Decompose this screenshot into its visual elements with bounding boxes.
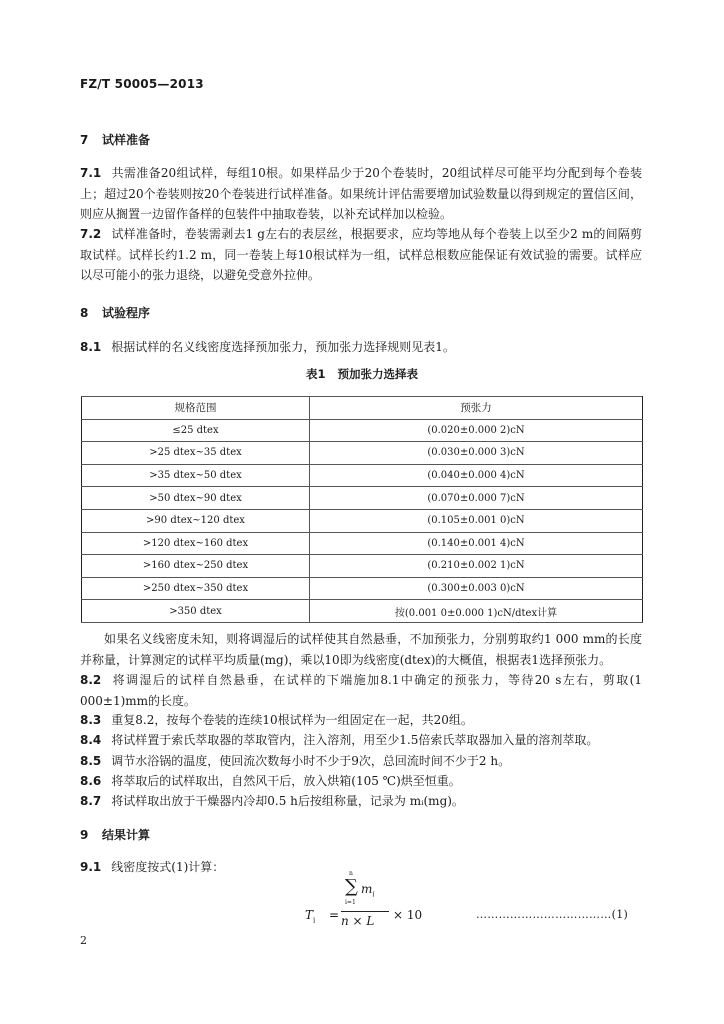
clause-text: 重复8.2，按每个卷装的连续10根试样为一组固定在一起，共20组。 [111,713,473,727]
spec-range-cell: >120 dtex~160 dtex [82,532,310,555]
clause-text: 将调湿后的试样自然悬垂，在试样的下端施加8.1中确定的预张力，等待20 s左右，剪取(1 000±1)mm的长度。 [80,673,642,708]
paragraph-8-3 [80,710,642,731]
sum-lower-limit: i=1 [345,899,356,906]
table-row [82,464,643,487]
paragraph-8-1 [80,337,642,358]
paragraph-8-6 [80,771,642,792]
pretension-table [81,396,643,623]
clause-text: 将试样取出放于干燥器内冷却0.5 h后按组称量，记录为 mᵢ(mg)。 [111,794,464,808]
paragraph-7-1 [80,163,642,225]
clause-text: 线密度按式(1)计算： [111,860,225,874]
section-heading-8 [80,304,150,321]
clause-text: 调节水浴锅的温度，使回流次数每小时不少于9次，总回流时间不少于2 h。 [111,754,511,768]
section-title: 试样准备 [102,133,151,147]
header-spec-range: 规格范围 [82,397,310,420]
clause-text: 试样准备时，卷装需剥去1 g左右的表层丝，根据要求，应均等地从每个卷装上以至少2 m的间隔剪取试样。试样长约1.2 m，同一卷装上每10根试样为一组，试样总根数应能保证有效试验的需要。试样应以尽可能小的张力退绕，以避免受意外拉伸。 [80,227,642,282]
pretension-cell: (0.020±0.000 2)cN [310,419,643,442]
section-number: 9 [80,828,89,842]
paragraph-8-2 [80,670,642,711]
paragraph-8-7 [80,791,642,812]
table-caption: 预加张力选择表 [337,367,418,381]
clause-number: 8.4 [80,733,102,747]
spec-range-cell: ≤25 dtex [82,419,310,442]
clause-number: 8.5 [80,754,102,768]
linear-density-formula [305,872,425,932]
pretension-cell: 按(0.001 0±0.000 1)cN/dtex计算 [310,600,643,623]
equation-number: ………………………………(1) [476,908,629,921]
standard-code: FZ/T 50005—2013 [80,77,204,91]
table-row [82,600,643,623]
paragraph-7-2 [80,224,642,286]
clause-number: 8.2 [80,673,102,687]
pretension-cell: (0.040±0.000 4)cN [310,464,643,487]
pretension-cell: (0.140±0.001 4)cN [310,532,643,555]
section-title: 试验程序 [102,306,151,320]
section-number: 8 [80,306,89,320]
pretension-cell: (0.070±0.000 7)cN [310,487,643,510]
pretension-cell: (0.210±0.002 1)cN [310,555,643,578]
lhs-subscript: i [313,916,316,925]
clause-number: 7.2 [80,227,102,241]
clause-number: 8.3 [80,713,102,727]
spec-range-cell: >350 dtex [82,600,310,623]
pretension-cell: (0.300±0.003 0)cN [310,577,643,600]
spec-range-cell: >35 dtex~50 dtex [82,464,310,487]
table-title [0,366,724,382]
sum-upper-limit: n [349,870,353,877]
formula-lhs [305,908,315,924]
formula-multiplier: × 10 [393,908,423,922]
header-pretension: 预张力 [310,397,643,420]
pretension-cell: (0.105±0.001 0)cN [310,509,643,532]
sigma-icon: ∑ [345,876,358,897]
paragraph-8-5 [80,751,642,772]
clause-number: 9.1 [80,860,102,874]
section-heading-9 [80,826,150,843]
formula-equals: = [329,908,340,922]
clause-text: 将试样置于索氏萃取器的萃取管内，注入溶剂，用至少1.5倍索氏萃取器加入量的溶剂萃取。 [111,733,599,747]
numerator-var: m [361,882,373,896]
table-row [82,442,643,465]
clause-text: 将萃取后的试样取出，自然风干后，放入烘箱(105 ℃)烘至恒重。 [111,774,461,788]
section-title: 结果计算 [102,828,151,842]
clause-text: 根据试样的名义线密度选择预加张力，预加张力选择规则见表1。 [111,340,455,354]
pretension-cell: (0.030±0.000 3)cN [310,442,643,465]
table-row [82,419,643,442]
fraction-bar [341,911,389,912]
spec-range-cell: >25 dtex~35 dtex [82,442,310,465]
numerator-subscript: i [372,890,375,899]
spec-range-cell: >250 dtex~350 dtex [82,577,310,600]
clause-number: 8.7 [80,794,102,808]
paragraph-nominal-unknown: 如果名义线密度未知，则将调湿后的试样使其自然悬垂，不加预张力，分别剪取约1 000 mm的长度并称量，计算测定的试样平均质量(mg)，乘以10即为线密度(dtex)的大概值，根据表1选择预张力。 [80,632,642,667]
table-row [82,509,643,532]
table-header-row [82,397,643,420]
lhs-symbol: T [305,908,314,922]
clause-number: 7.1 [80,166,102,180]
clause-number: 8.1 [80,340,102,354]
paragraph-8-4 [80,730,642,751]
clause-number: 8.6 [80,774,102,788]
table-number: 表1 [305,367,326,381]
section-number: 7 [80,133,89,147]
clause-text: 共需准备20组试样，每组10根。如果样品少于20个卷装时，20组试样尽可能平均分配到每个卷装上；超过20个卷装则按20个卷装进行试样准备。如果统计评估需要增加试验数量以得到规定的置信区间，则应从搁置一边留作备样的包装件中抽取卷装，以补充试样加以检验。 [80,166,642,221]
spec-range-cell: >50 dtex~90 dtex [82,487,310,510]
spec-range-cell: >90 dtex~120 dtex [82,509,310,532]
numerator-term [361,882,375,898]
table-row [82,555,643,578]
section-heading-7 [80,131,150,148]
page-number: 2 [80,934,87,947]
table-row [82,577,643,600]
spec-range-cell: >160 dtex~250 dtex [82,555,310,578]
table-row [82,532,643,555]
formula-denominator: n × L [341,914,375,928]
table-row [82,487,643,510]
